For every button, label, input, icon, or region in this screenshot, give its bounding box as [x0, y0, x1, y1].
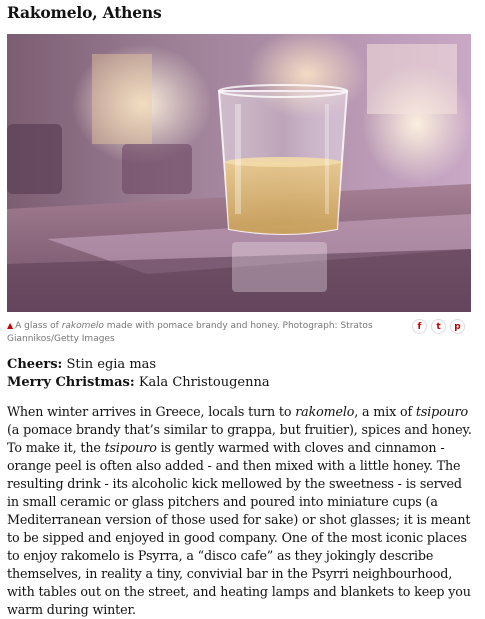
- body-text-3: (a pomace brandy that’s similar to grappa, but fruitier), spices and honey. To make it, the: [7, 422, 472, 455]
- share-buttons: [412, 319, 465, 334]
- facebook-share-icon[interactable]: f: [412, 319, 427, 334]
- phrase-list: [7, 356, 270, 392]
- twitter-share-icon[interactable]: t: [431, 319, 446, 334]
- phrase-christmas: Merry Christmas: Kala Christougenna: [7, 375, 270, 390]
- article-body-paragraph: [7, 403, 477, 619]
- phrase-cheers: Cheers: Stin egia mas: [7, 357, 157, 372]
- caption-text-em: rakomelo: [61, 321, 104, 331]
- phrase-christmas-label: Merry Christmas: [7, 375, 130, 390]
- phrase-cheers-label: Cheers: [7, 357, 58, 372]
- body-em-1: rakomelo: [295, 404, 355, 419]
- body-em-3: tsipouro: [104, 440, 157, 455]
- body-text-1: When winter arrives in Greece, locals turn to: [7, 404, 296, 419]
- body-em-2: tsipouro: [415, 404, 469, 419]
- pinterest-share-icon[interactable]: p: [450, 319, 465, 334]
- body-text-4: is gently warmed with cloves and cinnamon - orange peel is often also added - and then mixed with a little honey. The resulting drink - its alcoholic kick mellowed by the sweetness - is served in small ceramic or glass pitchers and poured into miniature cups (a Mediterranean version of those used for sake) or shot glasses; it is meant to be sipped and enjoyed in good company. One of the most iconic places to enjoy rakomelo is Psyrra, a “disco cafe” as they jokingly describe themselves, in reality a tiny, convivial bar in the Psyrri neighbourhood, with tables out on the street, and heating lamps and blankets to keep you warm during winter.: [7, 440, 471, 617]
- body-text-2: , a mix of: [354, 404, 416, 419]
- phrase-christmas-value: Kala Christougenna: [138, 375, 270, 390]
- article-headline: Rakomelo, Athens: [7, 3, 162, 22]
- caption-text-2: made with pomace brandy and honey. Photograph: Stratos Giannikos/Getty Images: [7, 321, 373, 344]
- caption-triangle-icon: ▲: [7, 321, 14, 330]
- phrase-cheers-value: Stin egia mas: [66, 357, 157, 372]
- photo-caption: [7, 319, 377, 346]
- article-photo[interactable]: [7, 34, 471, 312]
- caption-text-1: A glass of: [15, 321, 62, 331]
